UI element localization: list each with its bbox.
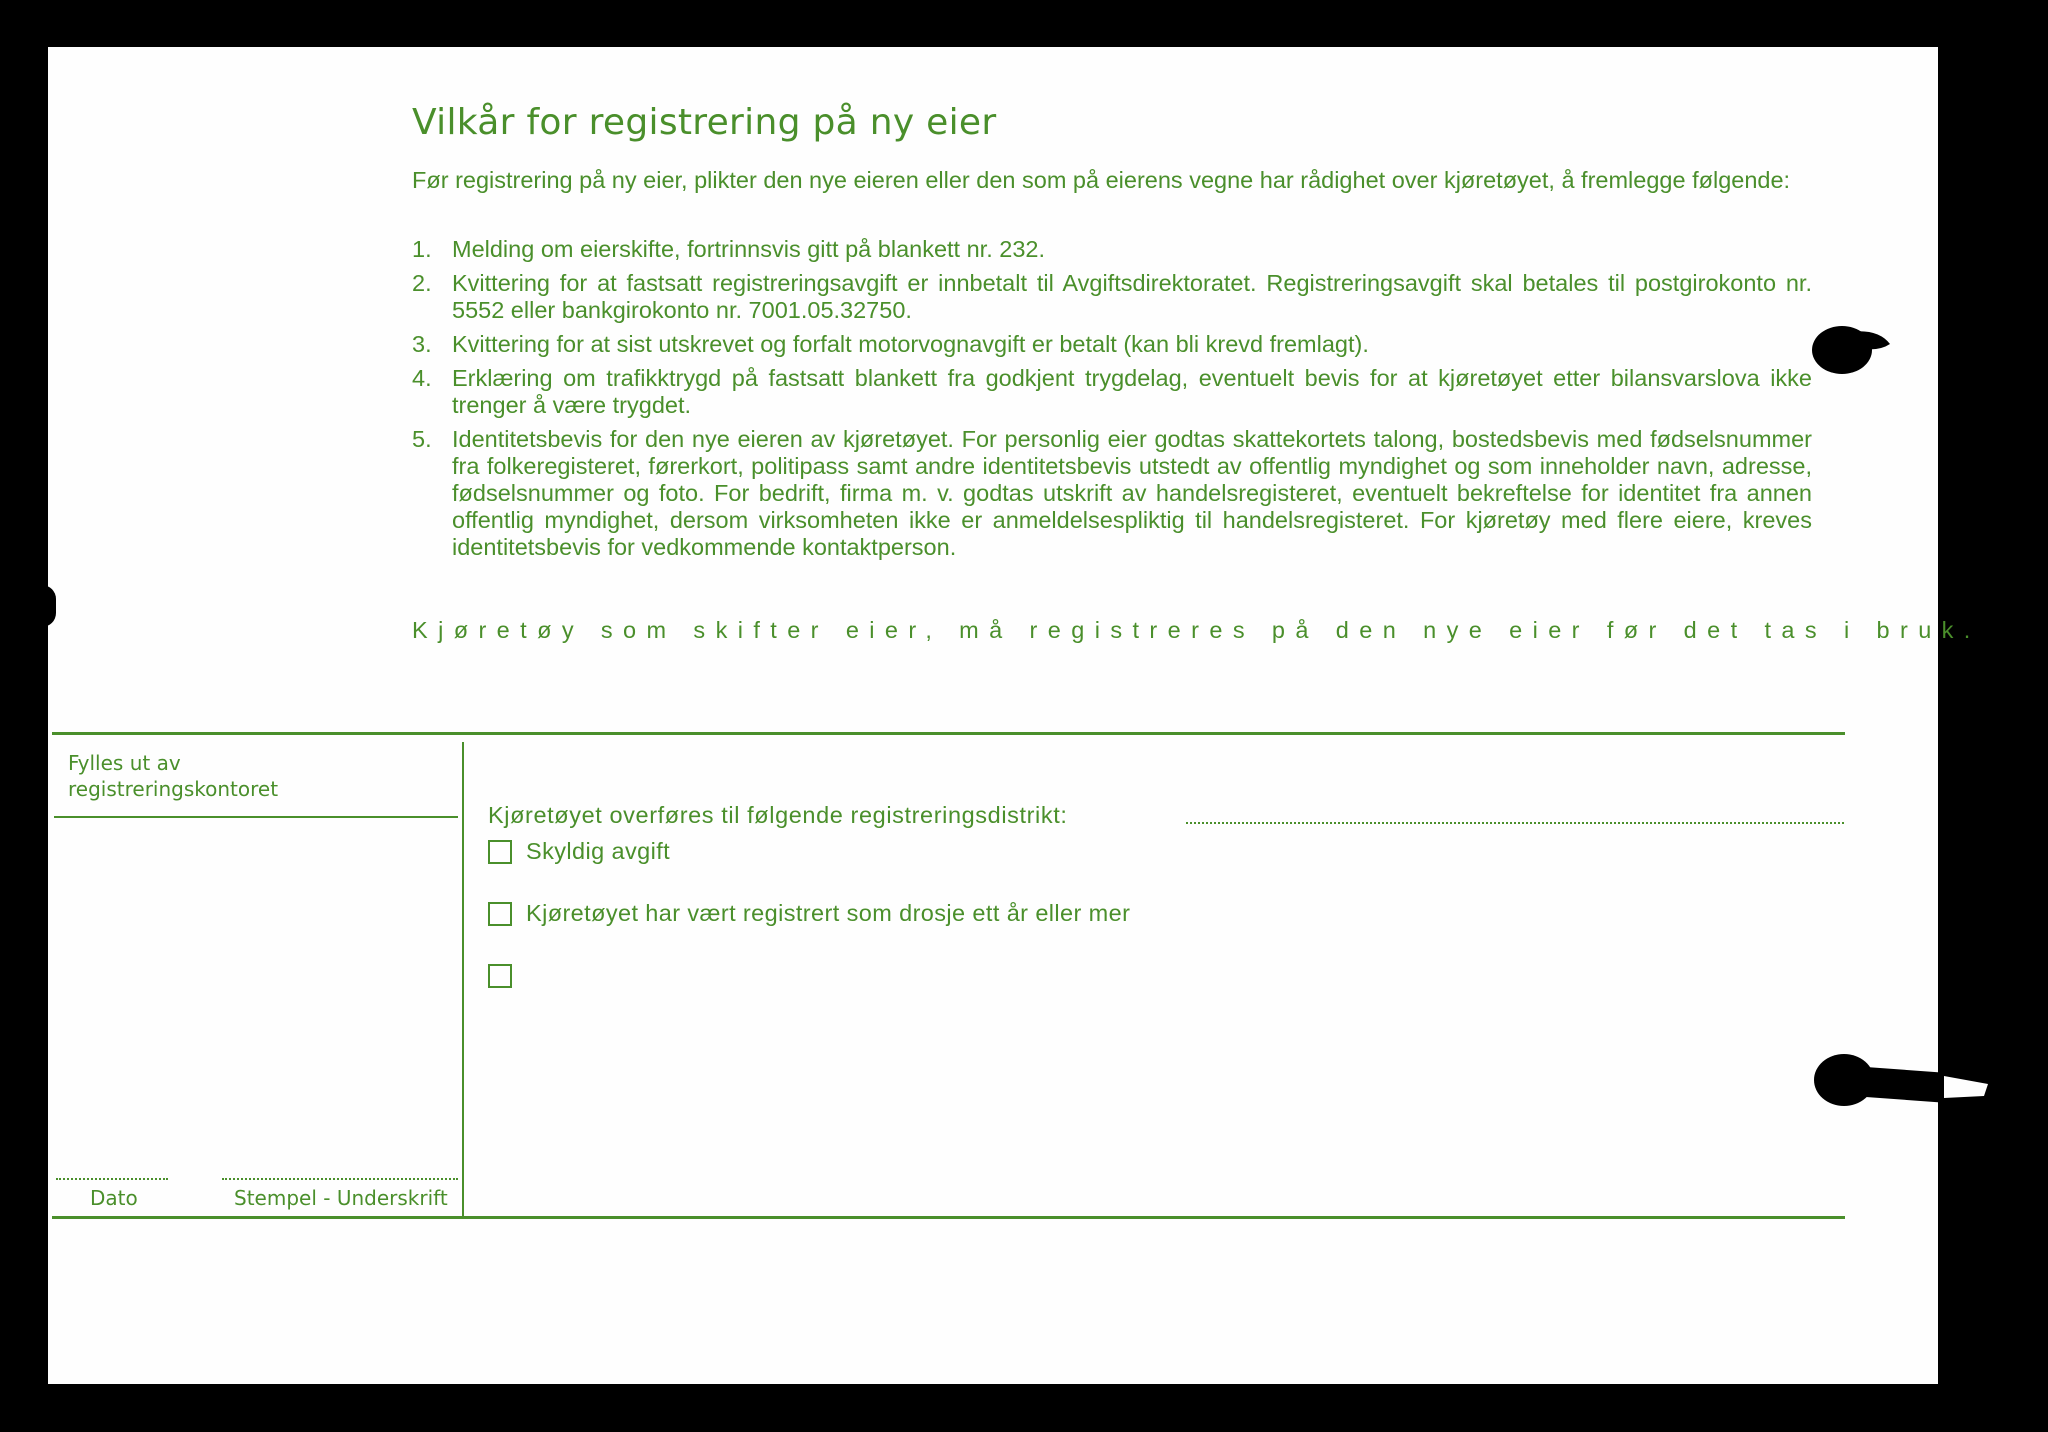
item-text: Identitetsbevis for den nye eieren av kjøretøyet. For personlig eier godtas skattekortets talong, bostedsbevis med fødselsnummer fra folkeregisteret, førerkort, politipass samt andre identitetsbevis utstedt av offentlig myndighet og som inneholder navn, adresse, fødselsnummer og foto. For bedrift, firma m. v. godtas utskrift av handelsregisteret, eventuelt bekreftelse for identitet fra annen offentlig myndighet, dersom virksomheten ikke er anmeldelsespliktig til handelsregisteret. For kjøretøy med flere eiere, kreves identitetsbevis for vedkommende kontaktperson. [452,426,1812,560]
item-number: 4. [412,365,432,391]
stamp-label: Stempel - Underskrift [234,1186,448,1210]
item-number: 5. [412,426,432,452]
list-item [412,236,1812,263]
column-divider [462,742,464,1216]
item-number: 1. [412,236,432,262]
date-line[interactable] [56,1178,168,1180]
list-item [412,365,1812,419]
office-header-line [54,816,458,818]
checkbox[interactable] [488,964,512,988]
list-item [412,426,1812,561]
checkbox[interactable] [488,902,512,926]
requirements-list [412,236,1812,568]
item-text: Kvittering for at fastsatt registreringsavgift er innbetalt til Avgiftsdirektoratet. Registreringsavgift skal betales til postgirokonto nr. 5552 eller bankgirokonto nr. 7001.05.32750. [452,270,1812,323]
bottom-divider [52,1216,1845,1219]
page-title: Vilkår for registrering på ny eier [412,102,997,143]
usage-notice: Kjøretøy som skifter eier, må registreres på den nye eier før det tas i bruk. [412,617,1981,643]
list-item [412,270,1812,324]
district-label: Kjøretøyet overføres til følgende registreringsdistrikt: [488,802,1068,828]
punch-hole-bottom [1812,1046,2002,1120]
top-divider [52,732,1845,735]
checkbox-row-blank[interactable] [488,964,526,988]
punch-hole-top [1808,318,1892,380]
list-item [412,331,1812,358]
date-label: Dato [90,1186,138,1210]
item-text: Erklæring om trafikktrygd på fastsatt blankett fra godkjent trygdelag, eventuelt bevis for at kjøretøyet etter bilansvarslova ikke trenger å være trygdet. [452,365,1812,418]
item-text: Kvittering for at sist utskrevet og forfalt motorvognavgift er betalt (kan bli krevd fremlagt). [452,331,1369,357]
checkbox-row-taxi[interactable] [488,900,1130,927]
checkbox-label: Kjøretøyet har vært registrert som drosje ett år eller mer [526,900,1131,926]
item-text: Melding om eierskifte, fortrinnsvis gitt på blankett nr. 232. [452,236,1046,262]
office-label [68,750,368,802]
item-number: 2. [412,270,432,296]
item-number: 3. [412,331,432,357]
checkbox-label: Skyldig avgift [526,838,671,864]
checkbox[interactable] [488,840,512,864]
stamp-line[interactable] [222,1178,458,1180]
office-label-text: Fylles ut av registreringskontoret [68,751,279,801]
checkbox-row-overdue-fee[interactable] [488,838,670,865]
district-input[interactable] [1186,822,1844,824]
intro-paragraph: Før registrering på ny eier, plikter den nye eieren eller den som på eierens vegne har rådighet over kjøretøyet, å fremlegge følgende: [412,167,1791,193]
